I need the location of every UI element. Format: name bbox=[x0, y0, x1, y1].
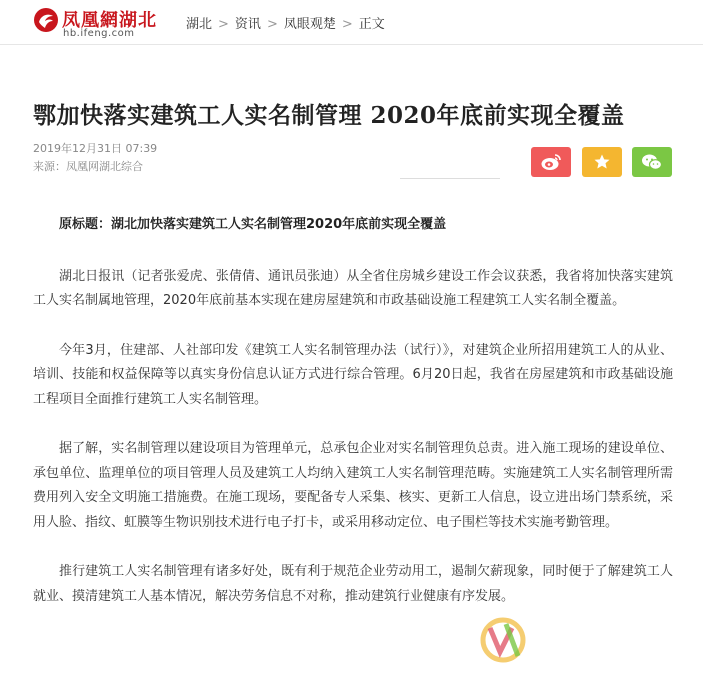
share-weibo-button[interactable] bbox=[531, 147, 571, 177]
breadcrumb-current: 正文 bbox=[358, 17, 385, 32]
phoenix-logo-icon bbox=[33, 7, 59, 33]
breadcrumb-separator: > bbox=[266, 17, 278, 32]
breadcrumb-hubei[interactable]: 湖北 bbox=[186, 17, 213, 32]
article-paragraph: 推行建筑工人实名制管理有诸多好处，既有利于规范企业劳动用工，遏制欠薪现象，同时便于了解建筑工人就业、摸清建筑工人基本情况，解决劳务信息不对称，推动建筑行业健康有序发展。 bbox=[33, 564, 673, 604]
divider bbox=[400, 178, 500, 179]
site-logo[interactable] bbox=[33, 6, 173, 40]
logo-domain: hb.ifeng.com bbox=[63, 28, 135, 39]
original-title-paragraph: 原标题：湖北加快落实建筑工人实名制管理2020年底前实现全覆盖 bbox=[59, 217, 447, 232]
breadcrumb-news[interactable]: 资讯 bbox=[234, 17, 261, 32]
breadcrumb-column[interactable]: 凤眼观楚 bbox=[283, 17, 336, 32]
star-icon bbox=[593, 153, 611, 171]
watermark-logo-icon bbox=[478, 612, 528, 668]
breadcrumb bbox=[186, 13, 385, 32]
article-paragraph: 据了解，实名制管理以建设项目为管理单元，总承包企业对实名制管理负总责。进入施工现场的建设单位、承包单位、监理单位的项目管理人员及建筑工人均纳入建筑工人实名制管理范畴。实施建筑工人实名制管理所需费用列入安全文明施工措施费。在施工现场，要配备专人采集、核实、更新工人信息，设立进出场门禁系统，采用人脸、指纹、虹膜等生物识别技术进行电子打卡，或采用移动定位、电子围栏等技术实施考勤管理。 bbox=[33, 441, 673, 530]
article-paragraph: 湖北日报讯（记者张爱虎、张倩倩、通讯员张迪）从全省住房城乡建设工作会议获悉，我省将加快落实建筑工人实名制属地管理，2020年底前基本实现在建房屋建筑和市政基础设施工程建筑工人实名制全覆盖。 bbox=[33, 268, 673, 308]
favorite-button[interactable] bbox=[582, 147, 622, 177]
article-date: 2019年12月31日 07:39 bbox=[33, 142, 158, 155]
breadcrumb-separator: > bbox=[341, 17, 353, 32]
article-body bbox=[33, 213, 673, 634]
wechat-icon bbox=[641, 153, 663, 171]
breadcrumb-separator: > bbox=[218, 17, 229, 32]
article-title: 鄂加快落实建筑工人实名制管理 2020年底前实现全覆盖 bbox=[33, 102, 625, 130]
article-paragraph: 今年3月，住建部、人社部印发《建筑工人实名制管理办法（试行）》，对建筑企业所招用建筑工人的从业、培训、技能和权益保障等以真实身份信息认证方式进行综合管理。6月20日起，我省在房屋建筑和市政基础设施工程项目全面推行建筑工人实名制管理。 bbox=[33, 342, 673, 407]
article-source: 来源：凤凰网湖北综合 bbox=[33, 160, 143, 173]
share-wechat-button[interactable] bbox=[632, 147, 672, 177]
site-header bbox=[0, 0, 703, 45]
weibo-icon bbox=[540, 153, 562, 171]
logo-text: 凤凰網湖北 bbox=[62, 10, 157, 31]
